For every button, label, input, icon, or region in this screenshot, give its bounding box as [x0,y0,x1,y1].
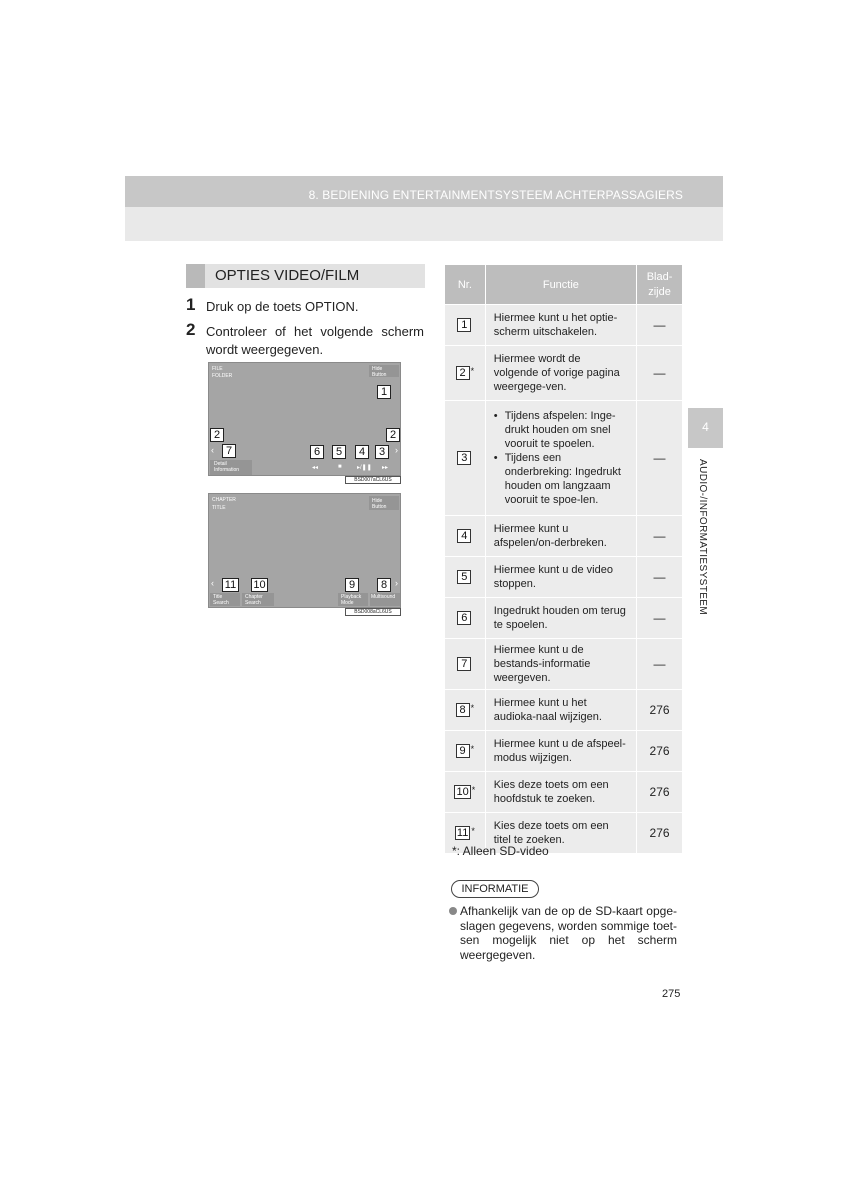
chevron-left-icon[interactable]: ‹ [211,445,214,455]
table-row [445,690,683,731]
row-function: Hiermee wordt de volgende of vorige pagina weergege-ven. [485,346,636,401]
row-page: — [637,516,683,557]
row-page: — [637,305,683,346]
chevron-left-icon[interactable]: ‹ [211,578,214,588]
row-number-box: 2 [456,366,470,380]
row-number-box: 5 [457,570,471,584]
row-function: Hiermee kunt u het audioka-naal wijzigen. [485,690,636,731]
video-option-screen-2 [208,493,401,608]
row-star: * [471,785,476,795]
step-text [206,298,424,316]
title-search-label: Title Search [213,594,229,606]
row-star: * [471,826,475,836]
function-table [444,264,683,854]
row-function: Hiermee kunt u afspelen/on-derbreken. [485,516,636,557]
step-number: 2 [186,320,196,339]
chapter-header [125,176,723,241]
chapter-search-label: Chapter Search [245,594,263,606]
page-number: 275 [662,988,681,1000]
row-page: 276 [637,813,683,854]
row-page: — [637,639,683,690]
row-star: * [470,744,475,754]
chapter-label: CHAPTER [212,497,236,503]
title-label: TITLE [212,505,226,511]
callout-3: 3 [375,445,389,459]
info-text: Afhankelijk van de op de SD-kaart opge-slagen gegevens, worden sommige toet-sen mogelijk niet op het scherm weergegeven. [460,904,677,962]
row-number-cell [445,401,486,516]
row-number-box: 7 [457,657,471,671]
bullet-item: • Tijdens een onderbreking: Ingedrukt houden om langzaam vooruit te spoe-len. [494,451,628,507]
callout-7: 7 [222,444,236,458]
chapter-header-bar [125,176,723,207]
hide-button-label: Hide Button [372,498,387,510]
row-page: 276 [637,690,683,731]
video-option-screen-1 [208,362,401,476]
row-number-box: 8 [456,703,470,717]
chapter-tab [688,408,723,448]
callout-1: 1 [377,385,391,399]
header-nr: Nr. [445,265,486,305]
row-function: Kies deze toets om een titel te zoeken. [485,813,636,854]
row-number-box: 10 [456,786,469,798]
option-keyword: OPTION [305,299,355,314]
row-number-cell [445,772,486,813]
step-2 [186,320,424,359]
row-function [485,401,636,516]
play-pause-icon[interactable]: ▸/❚❚ [357,465,372,471]
row-number-cell [445,731,486,772]
row-number-cell [445,346,486,401]
row-function: Hiermee kunt u de bestands-informatie weergeven. [485,639,636,690]
stop-icon[interactable]: ■ [338,464,342,470]
row-function: Hiermee kunt u de video stoppen. [485,557,636,598]
section-heading-marker [186,264,205,288]
table-row [445,639,683,690]
image-code-2: BSD008aCL6US [345,608,401,616]
callout-2-left: 2 [210,428,224,442]
table-row [445,598,683,639]
step-text: Controleer of het volgende scherm wordt weergegeven. [206,324,424,357]
row-number-box: 6 [457,611,471,625]
row-number-box: 9 [456,744,470,758]
table-row [445,772,683,813]
row-number-cell [445,305,486,346]
bullet-item: • Tijdens afspelen: Inge-drukt houden om snel vooruit te spoelen. [494,409,628,451]
table-row [445,557,683,598]
section-heading [186,264,425,288]
row-function: Ingedrukt houden om terug te spoelen. [485,598,636,639]
row-number-cell [445,690,486,731]
rewind-icon[interactable]: ◂◂ [312,465,319,471]
row-page: — [637,346,683,401]
row-star: * [470,366,475,376]
fast-forward-icon[interactable]: ▸▸ [382,465,389,471]
callout-2-right: 2 [386,428,400,442]
info-text-block [449,904,677,962]
header-functie: Functie [485,265,636,305]
callout-8: 8 [377,578,391,592]
multisound-label: Multisound [371,594,396,600]
row-star: * [470,703,475,713]
row-number-cell [445,598,486,639]
table-row [445,305,683,346]
chapter-side-label-text: AUDIO-/INFORMATIESYSTEEM [697,459,708,616]
row-number-box: 11 [456,827,469,839]
step-number: 1 [186,295,196,314]
row-function: Kies deze toets om een hoofdstuk te zoeken. [485,772,636,813]
folder-label: FOLDER [212,373,233,379]
callout-4: 4 [355,445,369,459]
step-text-part: . [354,299,359,314]
chapter-side-label [697,459,713,639]
step-1 [186,295,424,316]
row-page: 276 [637,731,683,772]
info-label: INFORMATIE [451,880,539,898]
playback-mode-label: Playback Mode [341,594,362,606]
row-page: — [637,401,683,516]
detail-information-label: Detail Information [214,461,240,473]
callout-11: 11 [222,578,239,592]
row-number-cell [445,557,486,598]
row-number-cell [445,516,486,557]
row-number-box: 3 [457,451,471,465]
callout-9: 9 [345,578,359,592]
row-number-cell [445,639,486,690]
footnote: *: Alleen SD-video [452,844,549,858]
table-header-row [445,265,683,305]
file-label: FILE [212,366,223,372]
image-code-1: BSD007aCL6US [345,476,401,484]
bullet-dot-icon [449,907,457,915]
section-title: OPTIES VIDEO/FILM [215,267,360,284]
row-function: Hiermee kunt u de afspeel-modus wijzigen. [485,731,636,772]
header-bladzijde: Blad-zijde [637,265,683,305]
row-number-box: 1 [457,318,471,332]
row-function: Hiermee kunt u het optie-scherm uitschakelen. [485,305,636,346]
row-number-box: 4 [457,529,471,543]
table-row [445,731,683,772]
callout-10: 10 [251,578,268,592]
step-text-part: Druk op de toets [206,299,305,314]
table-row [445,516,683,557]
chevron-right-icon[interactable]: › [395,445,398,455]
row-page: — [637,557,683,598]
table-row [445,346,683,401]
chapter-tab-number: 4 [702,420,709,434]
table-row [445,401,683,516]
hide-button-label: Hide Button [372,366,387,378]
chevron-right-icon[interactable]: › [395,578,398,588]
row-page: — [637,598,683,639]
callout-6: 6 [310,445,324,459]
callout-5: 5 [332,445,346,459]
chapter-title: 8. BEDIENING ENTERTAINMENTSYSTEEM ACHTERPASSAGIERS [308,188,683,202]
row-bullet-list [494,409,628,507]
row-page: 276 [637,772,683,813]
